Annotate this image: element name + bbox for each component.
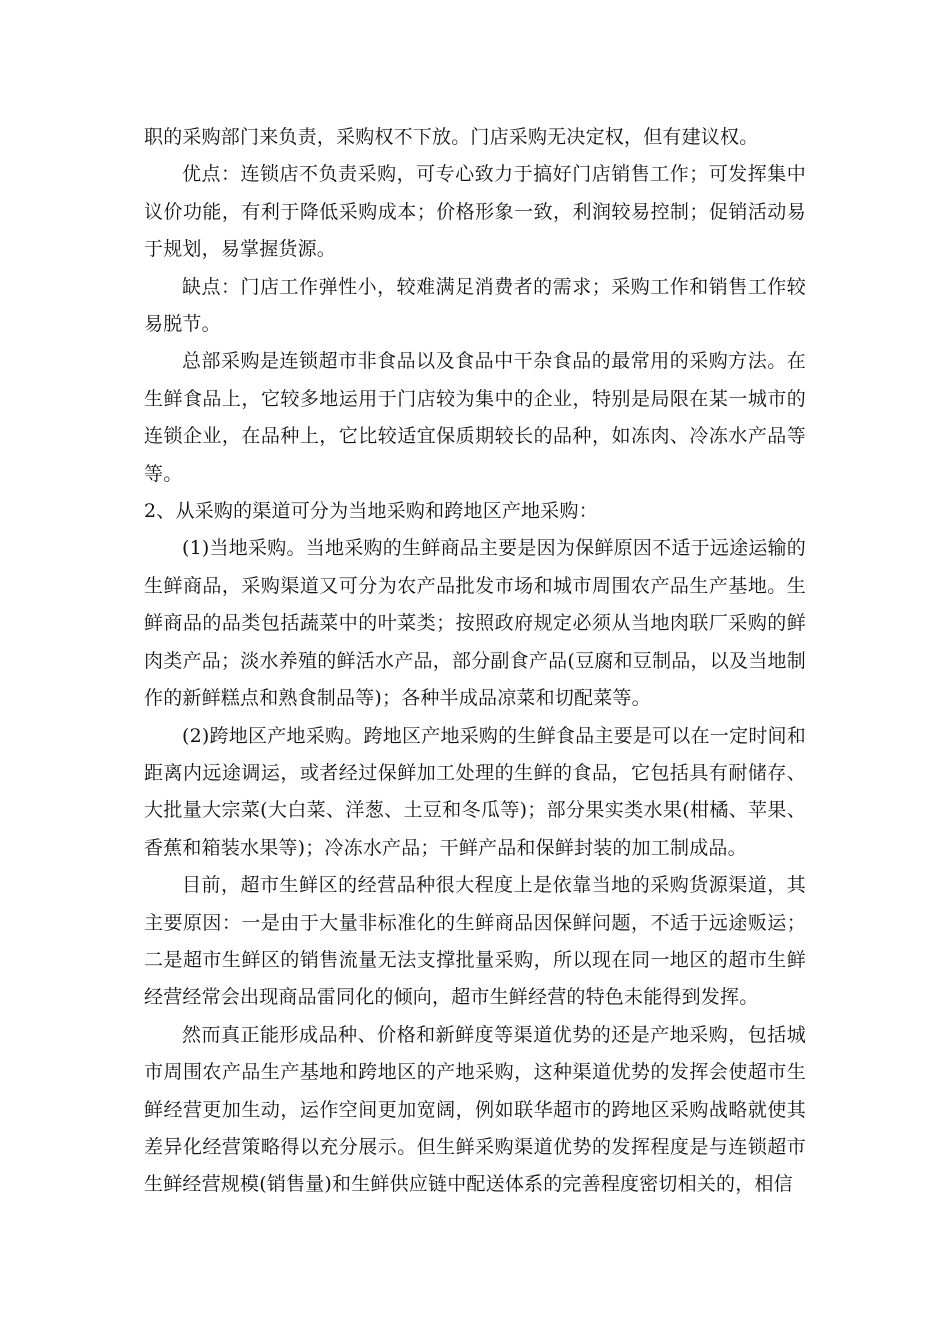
paragraph-origin-advantage: 然而真正能形成品种、价格和新鲜度等渠道优势的还是产地采购，包括城市周围农产品生产基地和跨地区的产地采购，这种渠道优势的发挥会使超市生鲜经营更加生动，运作空间更加宽阔，例如联华超市的跨地区采购战略就使其差异化经营策略得以充分展示。但生鲜采购渠道优势的发挥程度是与连锁超市生鲜经营规模(销售量)和生鲜供应链中配送体系的完善程度密切相关的，相信	[144, 1023, 806, 1196]
paragraph-local-purchasing: (1)当地采购。当地采购的生鲜商品主要是因为保鲜原因不适于远途运输的生鲜商品，采购渠道又可分为农产品批发市场和城市周围农产品生产基地。生鲜商品的品类包括蔬菜中的叶菜类；按照政府规定必须从当地肉联厂采购的鲜肉类产品；淡水养殖的鲜活水产品，部分副食产品(豆腐和豆制品，以及当地制作的新鲜糕点和熟食制品等)；各种半成品凉菜和切配菜等。	[144, 537, 806, 710]
paragraph-current-situation: 目前，超市生鲜区的经营品种很大程度上是依靠当地的采购货源渠道，其主要原因：一是由于大量非标准化的生鲜商品因保鲜问题，不适于远途贩运；二是超市生鲜区的销售流量无法支撑批量采购，所以现在同一地区的超市生鲜经营经常会出现商品雷同化的倾向，超市生鲜经营的特色未能得到发挥。	[144, 874, 806, 1009]
document-body	[144, 119, 806, 1204]
paragraph-continuation: 职的采购部门来负责，采购权不下放。门店采购无决定权，但有建议权。	[144, 126, 759, 148]
paragraph-disadvantages: 缺点：门店工作弹性小，较难满足消费者的需求；采购工作和销售工作较易脱节。	[144, 275, 806, 336]
paragraph-cross-region-purchasing: (2)跨地区产地采购。跨地区产地采购的生鲜食品主要是可以在一定时间和距离内远途调运，或者经过保鲜加工处理的生鲜的食品，它包括具有耐储存、大批量大宗菜(大白菜、洋葱、土豆和冬瓜等)；部分果实类水果(柑橘、苹果、香蕉和箱装水果等)；冷冻水产品；干鲜产品和保鲜封装的加工制成品。	[144, 724, 806, 859]
paragraph-advantages: 优点：连锁店不负责采购，可专心致力于搞好门店销售工作；可发挥集中议价功能，有利于降低采购成本；价格形象一致，利润较易控制；促销活动易于规划，易掌握货源。	[144, 163, 806, 261]
section-heading-channels: 2、从采购的渠道可分为当地采购和跨地区产地采购：	[144, 500, 598, 523]
paragraph-hq-purchasing: 总部采购是连锁超市非食品以及食品中干杂食品的最常用的采购方法。在生鲜食品上，它较多地运用于门店较为集中的企业，特别是局限在某一城市的连锁企业，在品种上，它比较适宜保质期较长的品种，如冻肉、冷冻水产品等等。	[144, 350, 806, 485]
